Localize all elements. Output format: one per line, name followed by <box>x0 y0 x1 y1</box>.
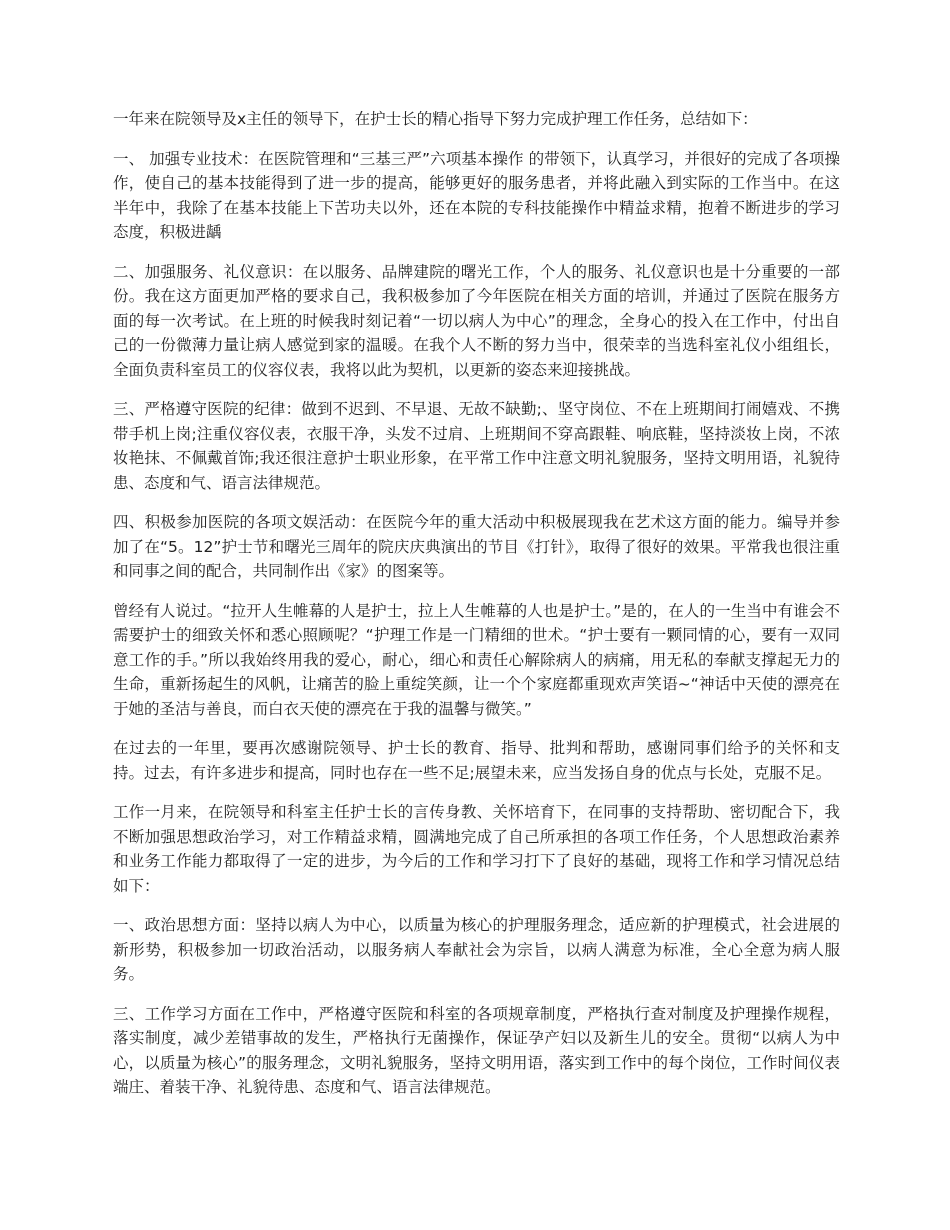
paragraph-nurse-quote: 曾经有人说过。“拉开人生帷幕的人是护士，拉上人生帷幕的人也是护士。”是的，在人的一生当中有谁会不需要护士的细致关怀和悉心照顾呢？“护理工作是一门精细的世术。“护士要有一颗同情的心，要有一双同意工作的手。”所以我始终用我的爱心，耐心，细心和责任心解除病人的病痛，用无私的奉献支撑起无力的生命，重新扬起生的风帆，让痛苦的脸上重绽笑颜，让一个个家庭都重现欢声笑语~“神话中天使的漂亮在于她的圣洁与善良，而白衣天使的漂亮在于我的温馨与微笑。” <box>113 601 840 718</box>
paragraph-professional-skills: 一、 加强专业技术：在医院管理和“三基三严”六项基本操作 的带领下，认真学习，并很好的完成了各项操作，使自己的基本技能得到了进一步的提高，能够更好的服务患者，并将此融入到实际的工作当中。在这半年中，我除了在基本技能上下苦功夫以外，还在本院的专科技能操作中精益求精，抱着不断进步的学习态度，积极进龋 <box>113 149 840 241</box>
paragraph-work-study: 三、工作学习方面在工作中，严格遵守医院和科室的各项规章制度，严格执行查对制度及护理操作规程，落实制度，减少差错事故的发生，严格执行无菌操作，保证孕产妇以及新生儿的安全。贯彻“以病人为中心，以质量为核心”的服务理念，文明礼貌服务，坚持文明用语，落实到工作中的每个岗位，工作时间仪表端庄、着装干净、礼貌待患、态度和气、语言法律规范。 <box>113 1004 840 1096</box>
paragraph-political-thought: 一、政治思想方面：坚持以病人为中心，以质量为核心的护理服务理念，适应新的护理模式，社会进展的新形势，积极参加一切政治活动，以服务病人奉献社会为宗旨，以病人满意为标准，全心全意为病人服务。 <box>113 916 840 983</box>
paragraph-discipline: 三、严格遵守医院的纪律：做到不迟到、不早退、无故不缺勤;、坚守岗位、不在上班期间打闹嬉戏、不携带手机上岗;注重仪容仪表，衣服干净，头发不过肩、上班期间不穿高跟鞋、响底鞋，坚持淡妆上岗，不浓妆艳抹、不佩戴首饰;我还很注意护士职业形象，在平常工作中注意文明礼貌服务，坚持文明用语，礼貌待患、态度和气、语言法律规范。 <box>113 400 840 492</box>
paragraph-gratitude: 在过去的一年里，要再次感谢院领导、护士长的教育、指导、批判和帮助，感谢同事们给予的关怀和支持。过去，有许多进步和提高，同时也存在一些不足;展望未来，应当发扬自身的优点与长处，克服不足。 <box>113 739 840 782</box>
paragraph-service-etiquette: 二、加强服务、礼仪意识：在以服务、品牌建院的曙光工作，个人的服务、礼仪意识也是十分重要的一部份。我在这方面更加严格的要求自己，我积极参加了今年医院在相关方面的培训，并通过了医院在服务方面的每一次考试。在上班的时候我时刻记着“一切以病人为中心”的理念，全身心的投入在工作中，付出自己的一份微薄力量让病人感觉到家的温暖。在我个人不断的努力当中，很荣幸的当选科室礼仪小组组长，全面负责科室员工的仪容仪表，我将以此为契机，以更新的姿态来迎接挑战。 <box>113 262 840 379</box>
document-body <box>113 107 840 1115</box>
paragraph-work-month: 工作一月来，在院领导和科室主任护士长的言传身教、关怀培育下，在同事的支持帮助、密切配合下，我不断加强思想政治学习，对工作精益求精，圆满地完成了自己所承担的各项工作任务，个人思想政治素养和业务工作能力都取得了一定的进步，为今后的工作和学习打下了良好的基础，现将工作和学习情况总结如下： <box>113 803 840 895</box>
paragraph-intro: 一年来在院领导及x主任的领导下，在护士长的精心指导下努力完成护理工作任务，总结如下： <box>113 110 758 128</box>
paragraph-cultural-activities: 四、积极参加医院的各项文娱活动：在医院今年的重大活动中积极展现我在艺术这方面的能力。编导并参加了在“5。12”护士节和曙光三周年的院庆庆典演出的节目《打针》，取得了很好的效果。平常我也很注重和同事之间的配合，共同制作出《家》的图案等。 <box>113 513 840 580</box>
